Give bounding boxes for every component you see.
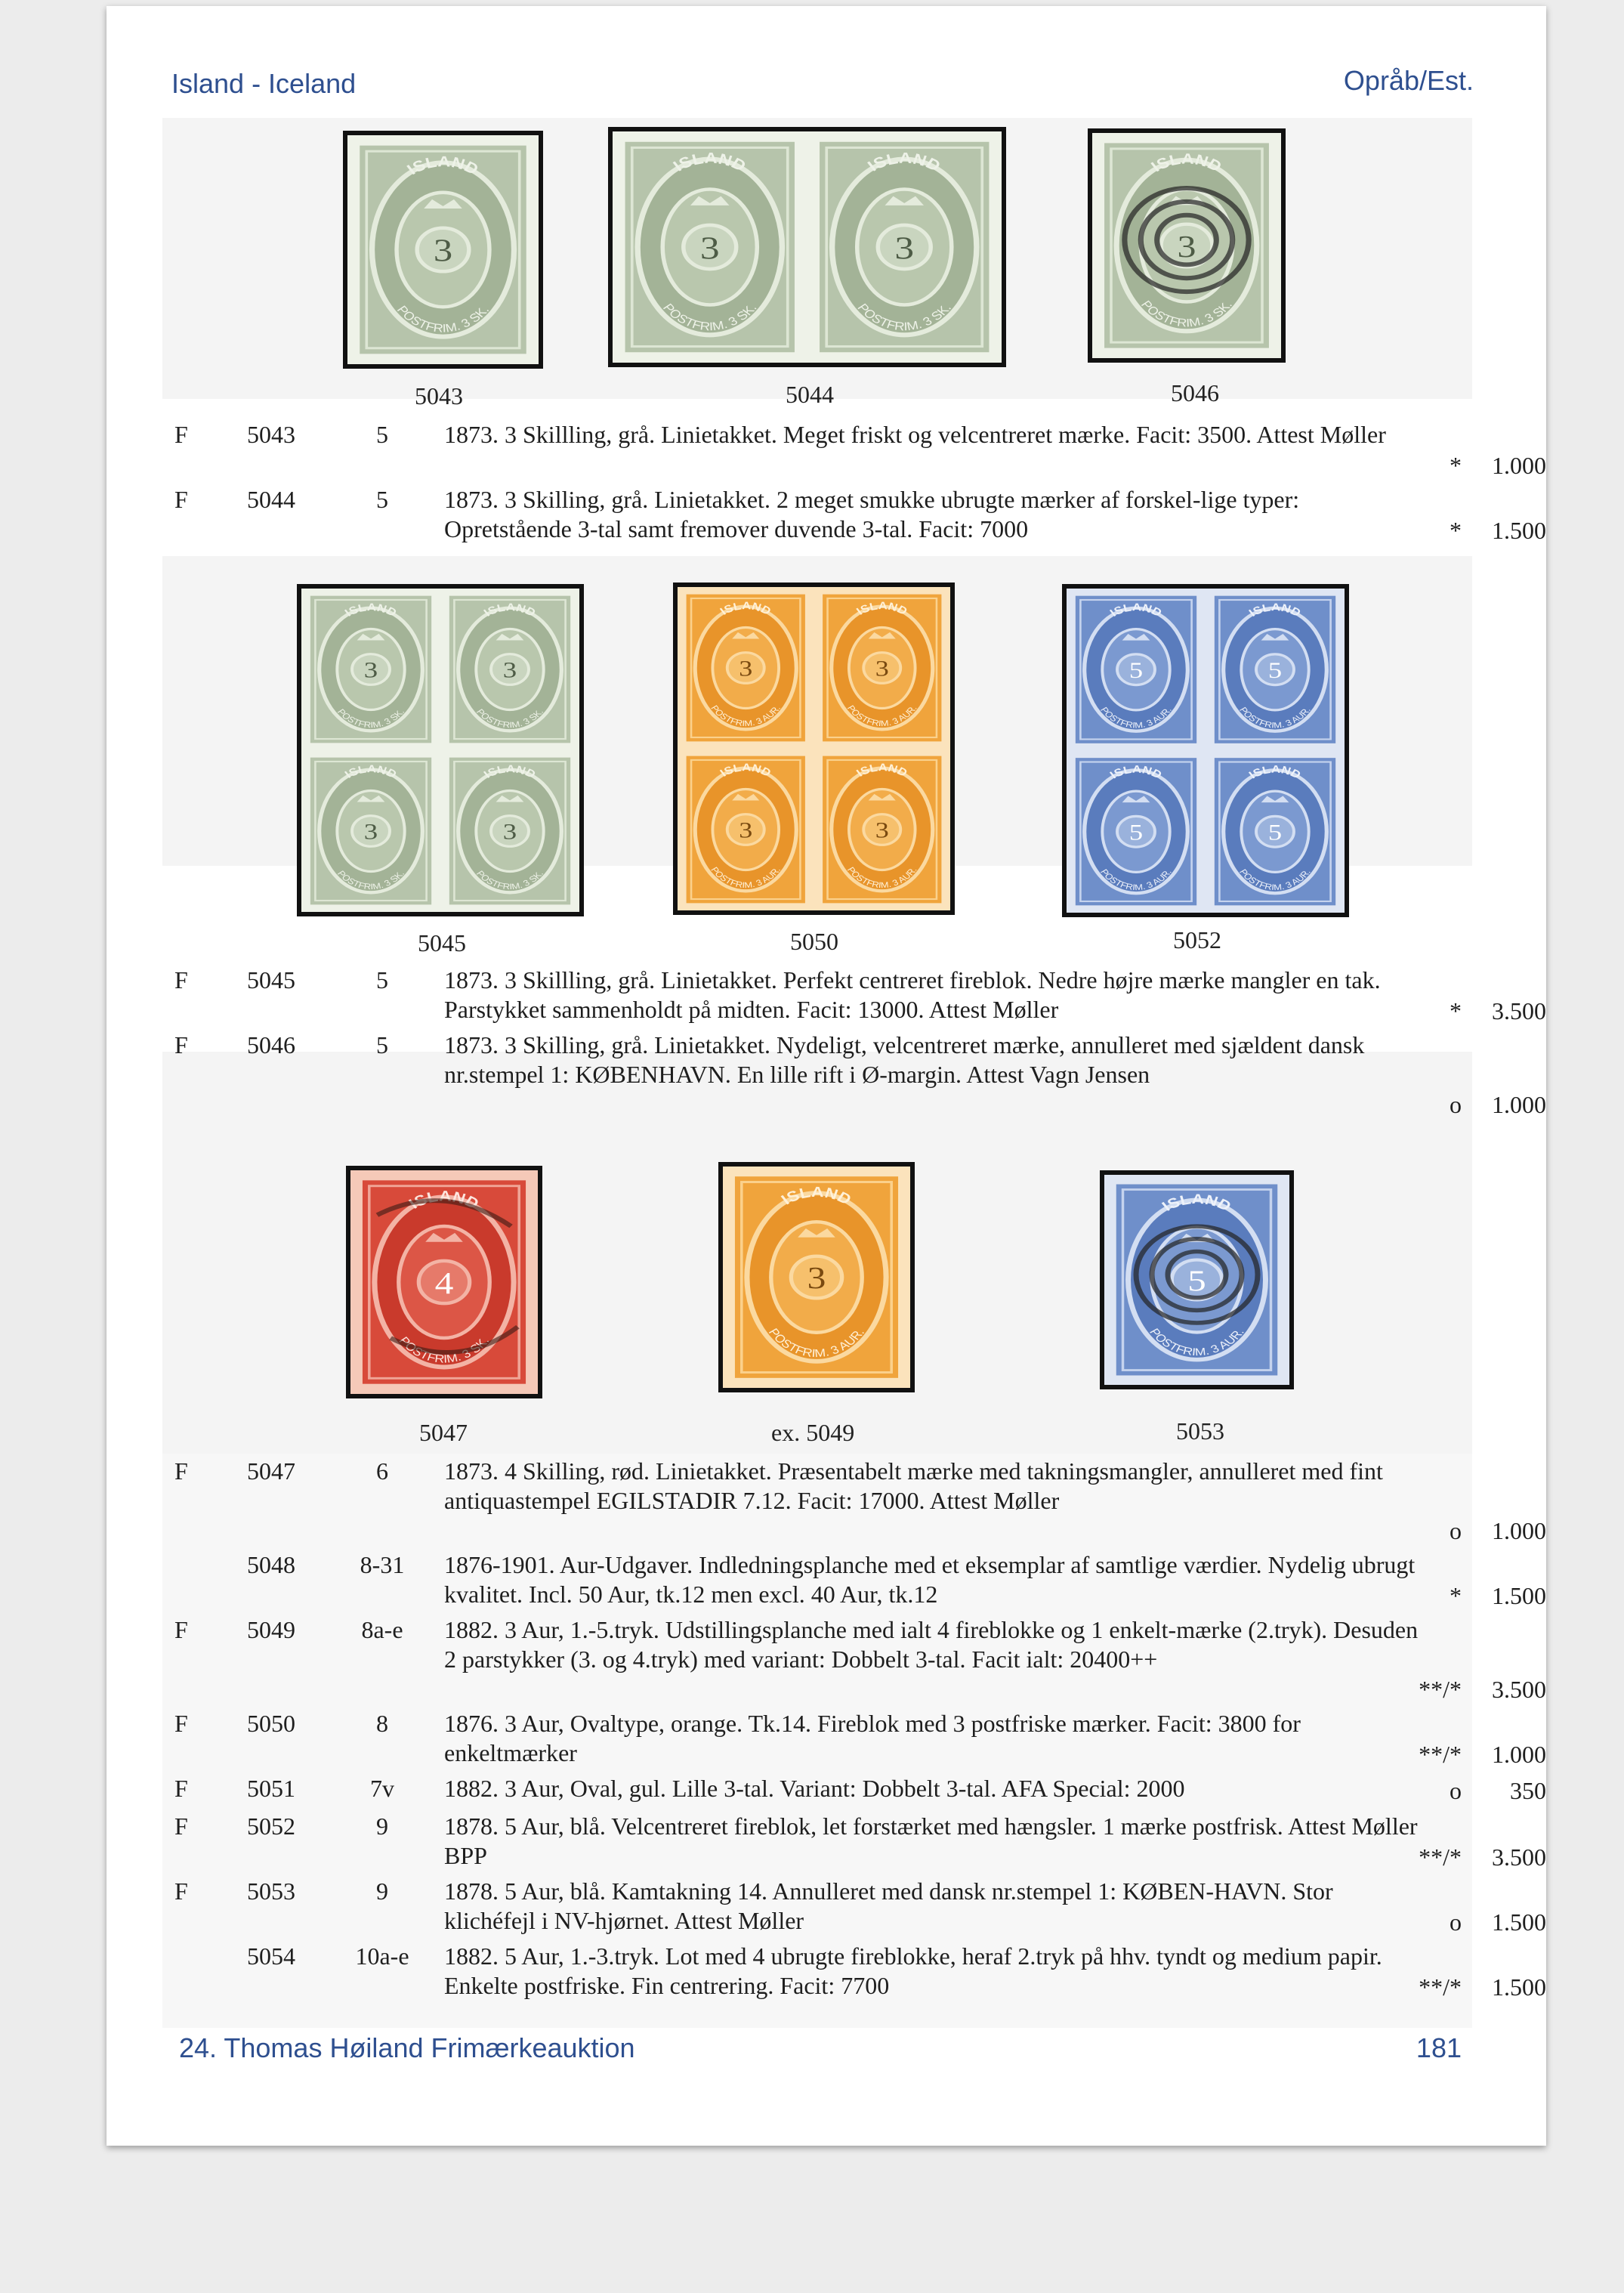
- lot-entry: [107, 1942, 1546, 2002]
- lot-flag: F: [174, 966, 188, 994]
- lot-condition: o: [1450, 1517, 1462, 1544]
- lot-condition: *: [1450, 452, 1462, 479]
- lot-flag: F: [174, 486, 188, 513]
- lot-estimate: 3.500: [1492, 1843, 1546, 1871]
- lot-estimate: 1.000: [1492, 1741, 1546, 1768]
- lot-flag: F: [174, 1457, 188, 1485]
- lot-estimate: 3.500: [1492, 1676, 1546, 1703]
- catalogue-page: [107, 6, 1546, 2146]
- lot-number: 5046: [247, 1031, 295, 1058]
- lot-description: 1878. 5 Aur, blå. Velcentreret fireblok, let forstærket med hængsler. 1 mærke postfrisk. Attest Møller BPP: [444, 1812, 1418, 1869]
- estimate-column-header: Opråb/Est.: [1343, 65, 1474, 96]
- lot-flag: F: [174, 1812, 188, 1840]
- caption-5043: 5043: [415, 382, 463, 409]
- lot-entry: [107, 1877, 1546, 1937]
- lot-number: 5054: [247, 1942, 295, 1970]
- lot-catalog-number: 5: [376, 421, 388, 448]
- lot-catalog-number: 9: [376, 1877, 388, 1905]
- caption-5053: 5053: [1176, 1417, 1224, 1445]
- lot-entry: [107, 1550, 1546, 1611]
- lot-catalog-number: 5: [376, 486, 388, 513]
- lot-entry: [107, 485, 1546, 545]
- stamp-5053[interactable]: [1100, 1170, 1294, 1389]
- lot-condition: **/*: [1419, 1676, 1462, 1703]
- footer-auction-name: 24. Thomas Høiland Frimærkeauktion: [179, 2032, 635, 2063]
- lot-estimate: 1.500: [1492, 517, 1546, 544]
- lot-description: 1882. 5 Aur, 1.-3.tryk. Lot med 4 ubrugte fireblokke, heraf 2.tryk på hhv. tyndt og medium papir. Enkelte postfriske. Fin centrering. Facit: 7700: [444, 1942, 1382, 1999]
- lot-description: 1873. 4 Skilling, rød. Linietakket. Præsentabelt mærke med takningsmangler, annulleret med fint antiquastempel EGILSTADIR 7.12. Facit: 17000. Attest Møller: [444, 1457, 1383, 1514]
- lot-entry: [107, 1774, 1546, 1806]
- lot-condition: o: [1450, 1908, 1462, 1936]
- lot-catalog-number: 7v: [370, 1775, 394, 1802]
- section-title: Island - Iceland: [171, 68, 357, 99]
- lot-number: 5051: [247, 1775, 295, 1802]
- block-of-four-5045[interactable]: [297, 584, 584, 916]
- lot-description: 1873. 3 Skilling, grå. Linietakket. 2 meget smukke ubrugte mærker af forskel-lige typer: Opretstående 3-tal samt fremover duvende 3-tal. Facit: 7000: [444, 486, 1300, 542]
- page-number: 181: [1416, 2032, 1462, 2063]
- lot-description: 1873. 3 Skillling, grå. Linietakket. Meget friskt og velcentreret mærke. Facit: 3500. Attest Møller: [444, 421, 1386, 448]
- lot-number: 5044: [247, 486, 295, 513]
- lot-description: 1873. 3 Skilling, grå. Linietakket. Nydeligt, velcentreret mærke, annulleret med sjældent dansk nr.stempel 1: KØBENHAVN. En lille rift i Ø-margin. Attest Vagn Jensen: [444, 1031, 1365, 1088]
- lot-entry: [107, 1812, 1546, 1872]
- lot-description: 1882. 3 Aur, 1.-5.tryk. Udstillingsplanche med ialt 4 fireblokke og 1 enkelt-mærke (2.tryk). Desuden 2 parstykker (3. og 4.tryk) med variant: Dobbelt 3-tal. Facit ialt: 20400++: [444, 1616, 1419, 1673]
- lot-number: 5053: [247, 1877, 295, 1905]
- block-of-four-5052[interactable]: [1062, 584, 1349, 917]
- lot-number: 5052: [247, 1812, 295, 1840]
- lot-description: 1876. 3 Aur, Ovaltype, orange. Tk.14. Fireblok med 3 postfriske mærker. Facit: 3800 for enkeltmærker: [444, 1710, 1301, 1766]
- stamp-pair-5044[interactable]: [608, 127, 1006, 367]
- lot-flag: F: [174, 1775, 188, 1802]
- block-of-four-5050[interactable]: [673, 583, 955, 915]
- caption-ex-5049: ex. 5049: [771, 1419, 855, 1446]
- lot-catalog-number: 5: [376, 1031, 388, 1058]
- lot-number: 5050: [247, 1710, 295, 1737]
- lot-estimate: 1.000: [1492, 452, 1546, 479]
- lot-catalog-number: 6: [376, 1457, 388, 1485]
- lot-number: 5043: [247, 421, 295, 448]
- lot-flag: F: [174, 1877, 188, 1905]
- stamp-5047[interactable]: [346, 1166, 542, 1398]
- lot-entry: [107, 1709, 1546, 1769]
- lot-catalog-number: 9: [376, 1812, 388, 1840]
- lot-catalog-number: 5: [376, 966, 388, 994]
- stamp-5046[interactable]: [1088, 128, 1286, 363]
- caption-5047: 5047: [419, 1419, 468, 1446]
- lot-estimate: 1.500: [1492, 1582, 1546, 1609]
- lot-catalog-number: 8a-e: [361, 1616, 403, 1643]
- lot-estimate: 3.500: [1492, 997, 1546, 1024]
- lot-catalog-number: 10a-e: [355, 1942, 409, 1970]
- lot-description: 1878. 5 Aur, blå. Kamtakning 14. Annulleret med dansk nr.stempel 1: KØBEN-HAVN. Stor klichéfejl i NV-hjørnet. Attest Møller: [444, 1877, 1333, 1934]
- lot-estimate: 1.000: [1492, 1091, 1546, 1118]
- lot-condition: *: [1450, 517, 1462, 544]
- lot-catalog-number: 8: [376, 1710, 388, 1737]
- lot-condition: *: [1450, 1582, 1462, 1609]
- lot-estimate: 1.000: [1492, 1517, 1546, 1544]
- lot-catalog-number: 8-31: [360, 1551, 405, 1578]
- lot-condition: *: [1450, 997, 1462, 1024]
- lot-condition: o: [1450, 1777, 1462, 1804]
- lot-flag: F: [174, 421, 188, 448]
- lot-entry: [107, 1457, 1546, 1546]
- lot-condition: **/*: [1419, 1741, 1462, 1768]
- caption-5050: 5050: [790, 928, 838, 955]
- lot-estimate: 350: [1510, 1777, 1546, 1804]
- lot-entry: [107, 1615, 1546, 1704]
- caption-5044: 5044: [786, 381, 834, 408]
- stamp-5043[interactable]: [343, 131, 543, 369]
- lot-flag: F: [174, 1710, 188, 1737]
- lot-description: 1873. 3 Skillling, grå. Linietakket. Perfekt centreret fireblok. Nedre højre mærke mangler en tak. Parstykket sammenholdt på midten. Facit: 13000. Attest Møller: [444, 966, 1381, 1023]
- lot-condition: o: [1450, 1091, 1462, 1118]
- lot-entry: [107, 966, 1546, 1026]
- stamp-ex-5049[interactable]: [718, 1162, 915, 1392]
- lot-estimate: 1.500: [1492, 1973, 1546, 2001]
- caption-5045: 5045: [418, 929, 466, 956]
- lot-entry: [107, 1031, 1546, 1120]
- lot-flag: F: [174, 1616, 188, 1643]
- caption-5046: 5046: [1171, 379, 1219, 406]
- lot-number: 5045: [247, 966, 295, 994]
- lot-estimate: 1.500: [1492, 1908, 1546, 1936]
- lot-entry: [107, 420, 1546, 481]
- lot-number: 5047: [247, 1457, 295, 1485]
- caption-5052: 5052: [1173, 926, 1221, 953]
- lot-number: 5048: [247, 1551, 295, 1578]
- lot-description: 1882. 3 Aur, Oval, gul. Lille 3-tal. Variant: Dobbelt 3-tal. AFA Special: 2000: [444, 1775, 1185, 1802]
- lot-description: 1876-1901. Aur-Udgaver. Indledningsplanche med et eksemplar af samtlige værdier. Nydelig ubrugt kvalitet. Incl. 50 Aur, tk.12 men excl. 40 Aur, tk.12: [444, 1551, 1416, 1608]
- lot-flag: F: [174, 1031, 188, 1058]
- lot-condition: **/*: [1419, 1973, 1462, 2001]
- lot-number: 5049: [247, 1616, 295, 1643]
- lot-condition: **/*: [1419, 1843, 1462, 1871]
